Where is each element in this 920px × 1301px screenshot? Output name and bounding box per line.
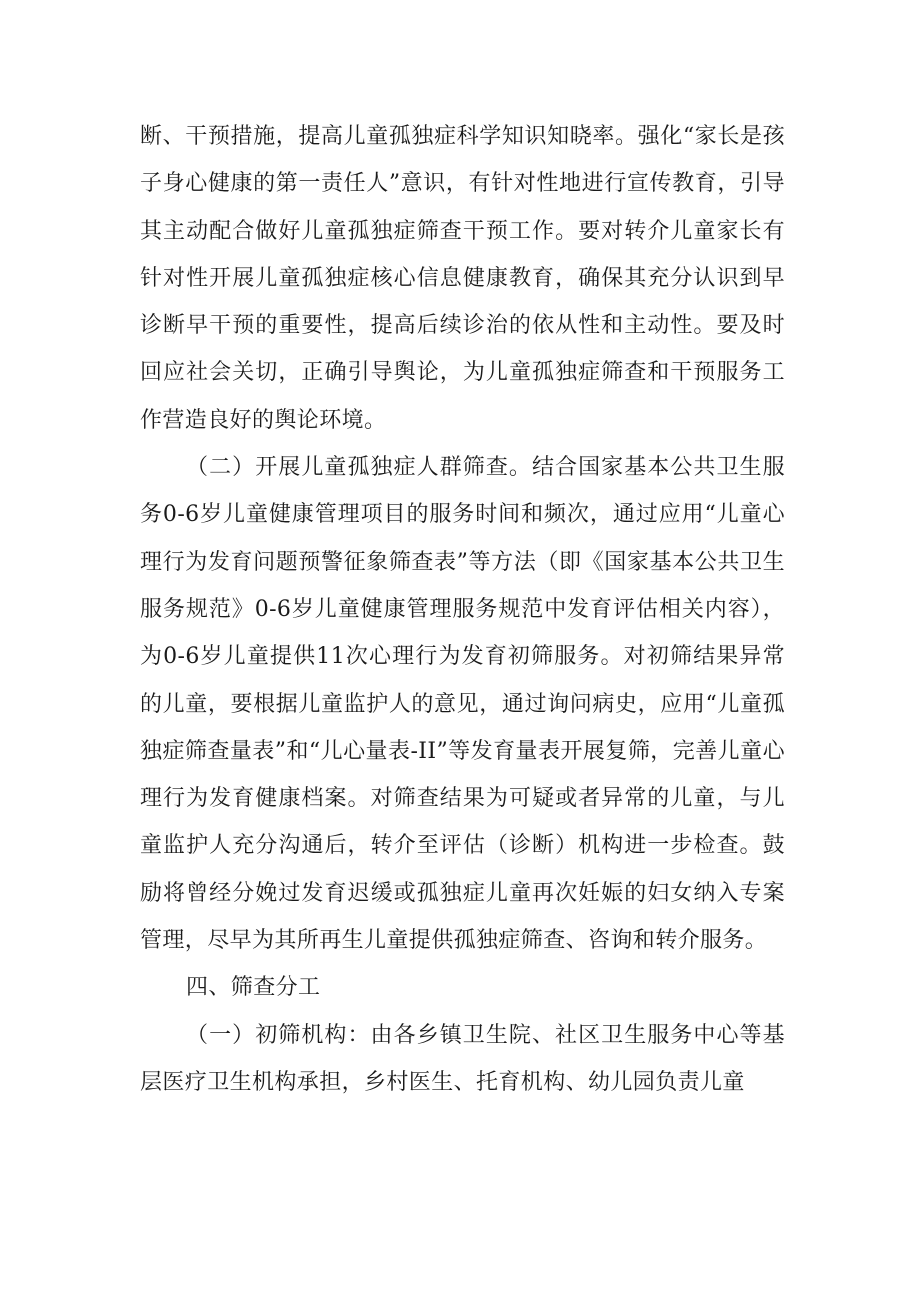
paragraph-publicity: 断、干预措施，提高儿童孤独症科学知识知晓率。强化“家长是孩子身心健康的第一责任人”意识，有针对性地进行宣传教育，引导其主动配合做好儿童孤独症筛查干预工作。要对转介儿童家长有针对性开展儿童孤独症核心信息健康教育，确保其充分认识到早诊断早干预的重要性，提高后续诊治的依从性和主动性。要及时回应社会关切，正确引导舆论，为儿童孤独症筛查和干预服务工作营造良好的舆论环境。 — [140, 124, 785, 433]
paragraph-screening: （二）开展儿童孤独症人群筛查。结合国家基本公共卫生服务0-6岁儿童健康管理项目的服务时间和频次，通过应用“儿童心理行为发育问题预警征象筛查表”等方法（即《国家基本公共卫生服务规范》0-6岁儿童健康管理服务规范中发育评估相关内容），为0-6岁儿童提供11次心理行为发育初筛服务。对初筛结果异常的儿童，要根据儿童监护人的意见，通过询问病史，应用“儿童孤独症筛查量表”和“儿心量表-II”等发育量表开展复筛，完善儿童心理行为发育健康档案。对筛查结果为可疑或者异常的儿童，与儿童监护人充分沟通后，转介至评估（诊断）机构进一步检查。鼓励将曾经分娩过发育迟缓或孤独症儿童再次妊娠的妇女纳入专案管理，尽早为其所再生儿童提供孤独症筛查、咨询和转介服务。 — [140, 455, 785, 954]
section-heading: 四、筛查分工 — [186, 975, 321, 1001]
paragraph-initial-screening: （一）初筛机构：由各乡镇卫生院、社区卫生服务中心等基层医疗卫生机构承担，乡村医生、托育机构、幼儿园负责儿童 — [140, 1022, 785, 1095]
document-page — [140, 113, 785, 1106]
